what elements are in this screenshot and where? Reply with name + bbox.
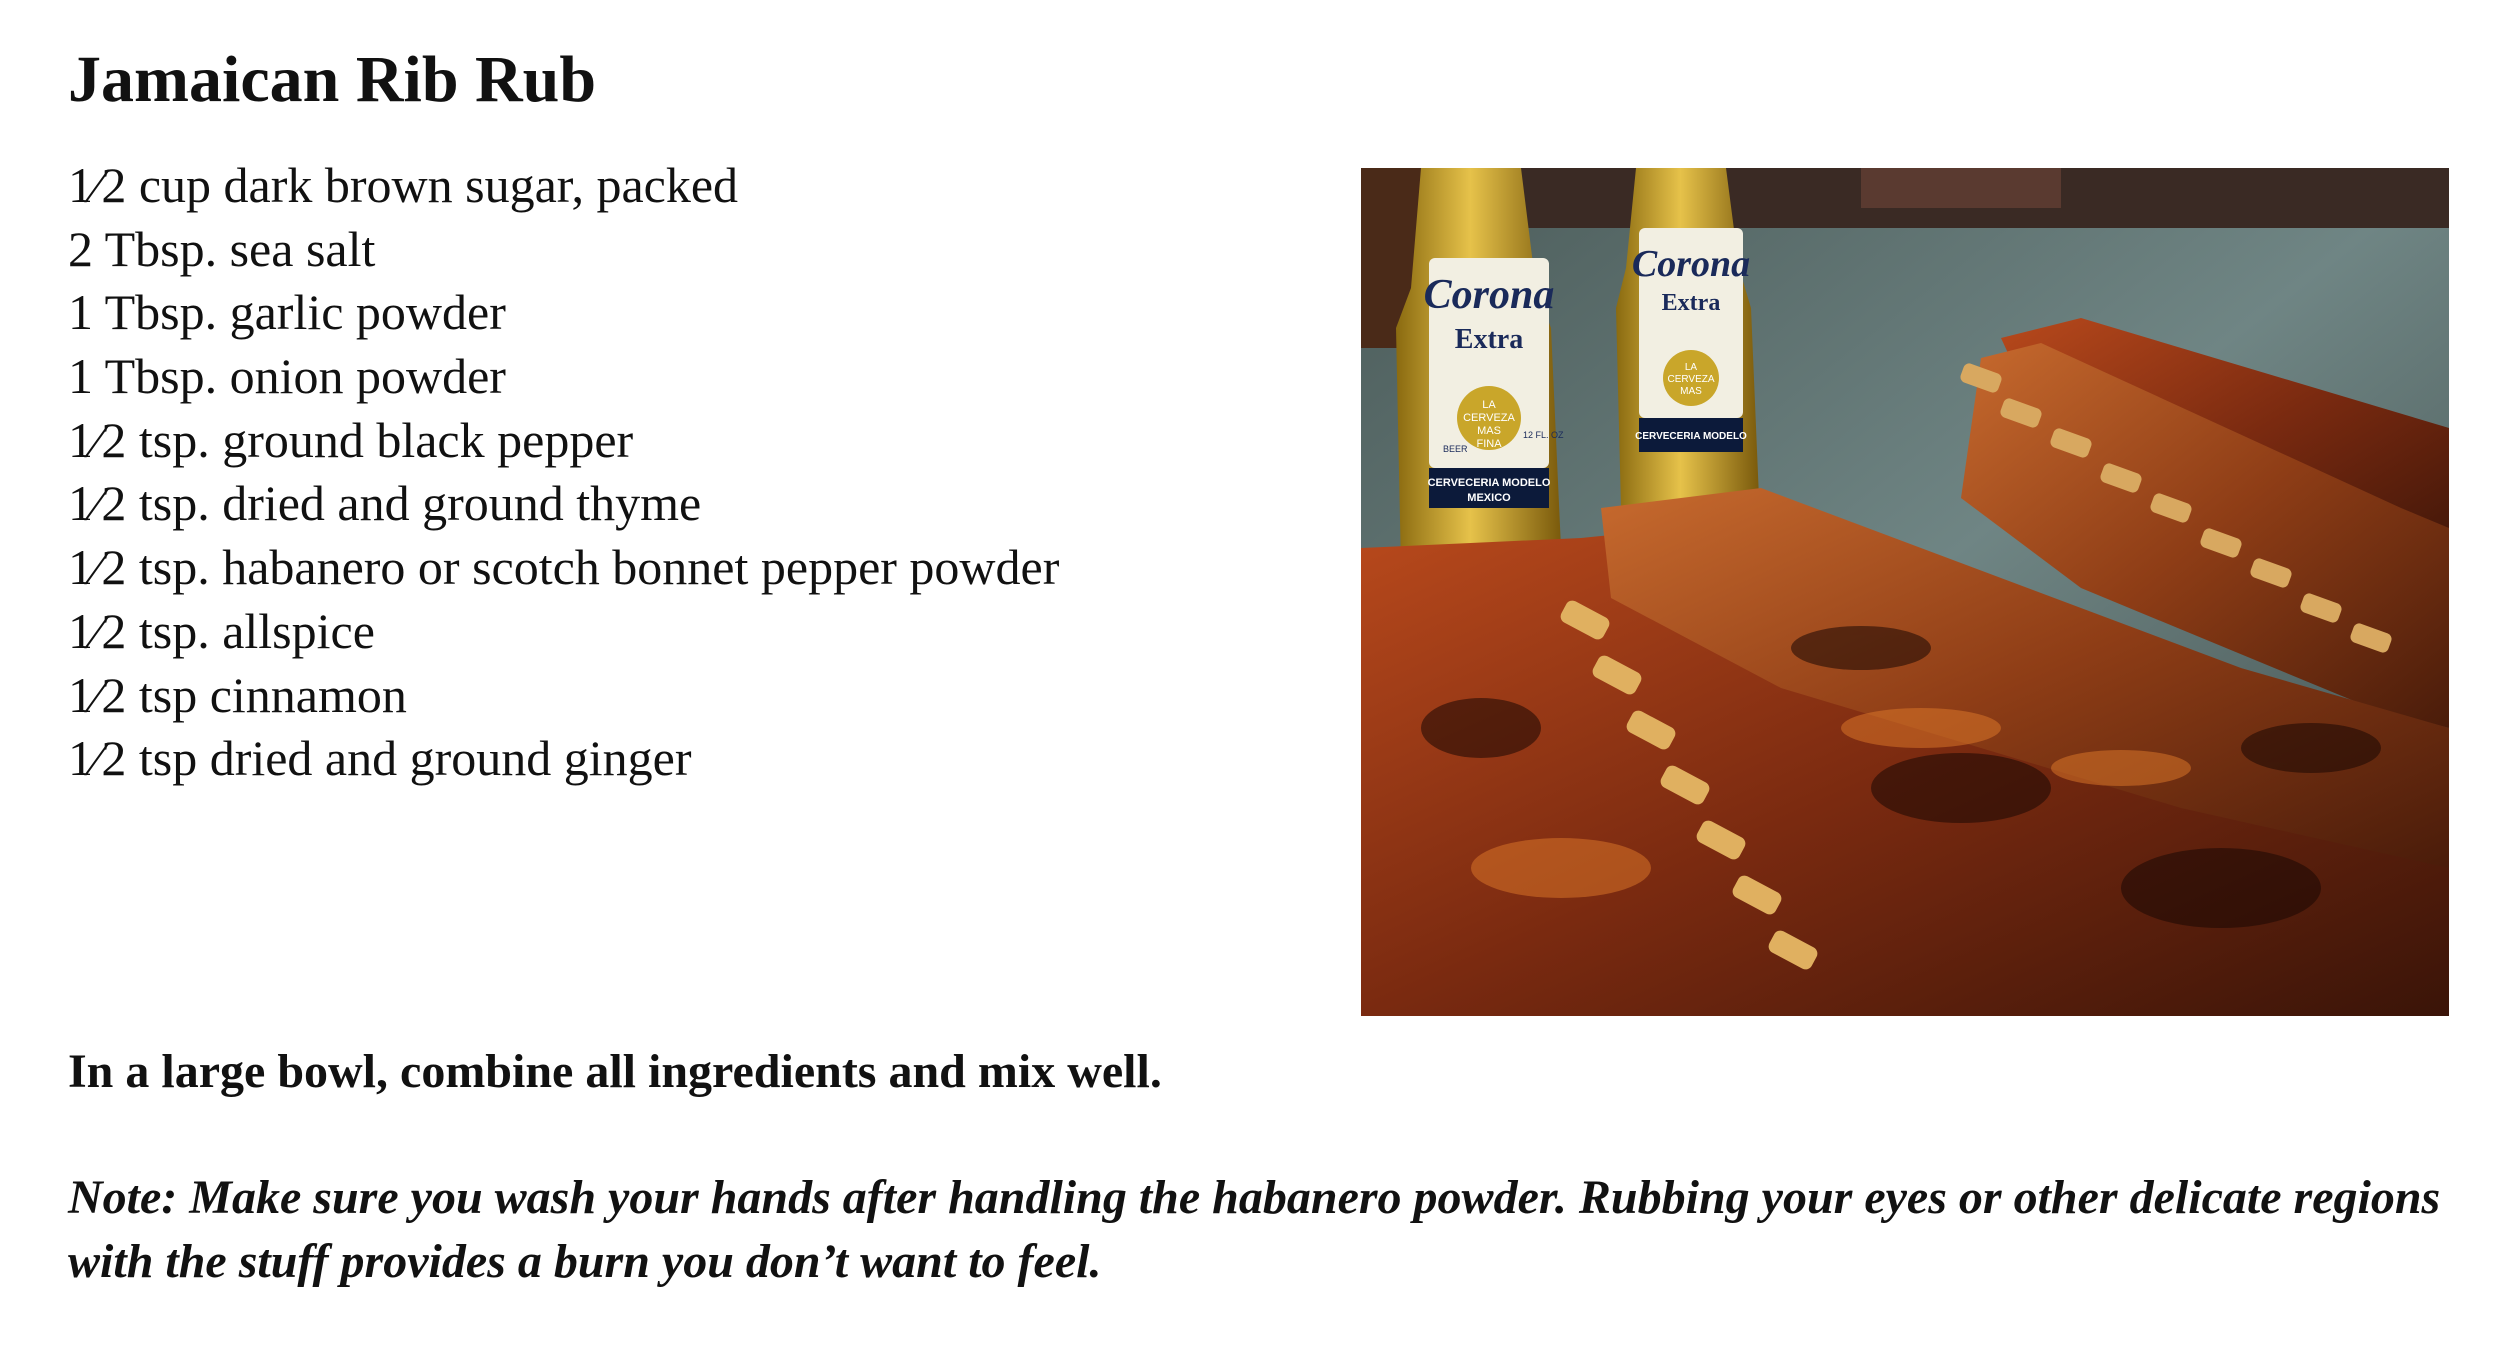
ribs-and-beer-illustration bbox=[1361, 168, 2449, 1016]
bottle-sub-text: Extra bbox=[1661, 290, 1721, 316]
seal-text: FINA bbox=[1476, 438, 1502, 450]
ingredient-item: 2 Tbsp. sea salt bbox=[68, 220, 376, 277]
ribs-photo bbox=[1361, 168, 2449, 1016]
seal-text: MAS bbox=[1477, 425, 1501, 437]
recipe-title: Jamaican Rib Rub bbox=[68, 43, 597, 116]
ingredient-item: 1⁄2 tsp. habanero or scotch bonnet pepper powder bbox=[68, 539, 1060, 596]
ingredient-item: 1⁄2 tsp cinnamon bbox=[68, 666, 407, 723]
maker-text: CERVECERIA MODELO bbox=[1427, 477, 1551, 489]
ingredient-item: 1⁄2 tsp. ground black pepper bbox=[68, 411, 634, 468]
ingredient-item: 1 Tbsp. garlic powder bbox=[68, 284, 506, 341]
instruction-text: In a large bowl, combine all ingredients and mix well. bbox=[68, 1045, 1162, 1098]
country-text: MEXICO bbox=[1467, 492, 1511, 504]
bottle-brand-text: Corona bbox=[1423, 272, 1555, 318]
volume-text: 12 FL. OZ bbox=[1523, 430, 1564, 440]
ingredient-item: 1⁄2 cup dark brown sugar, packed bbox=[68, 157, 739, 213]
seal-text: CERVEZA bbox=[1667, 374, 1715, 385]
bottle-brand-text: Corona bbox=[1631, 243, 1751, 285]
ingredient-item: 1⁄2 tsp. allspice bbox=[68, 602, 375, 659]
note-text: Note: Make sure you wash your hands after handling the habanero powder. Rubbing your eyes or other delicate regions with the stuff provides a burn you don’t want to feel. bbox=[68, 1171, 2441, 1288]
beer-text: BEER bbox=[1443, 444, 1468, 454]
ingredient-item: 1⁄2 tsp dried and ground ginger bbox=[68, 730, 692, 787]
maker-text: CERVECERIA MODELO bbox=[1635, 431, 1747, 442]
ingredient-item: 1⁄2 tsp. dried and ground thyme bbox=[68, 475, 702, 532]
seal-text: CERVEZA bbox=[1463, 412, 1515, 424]
ingredient-list bbox=[68, 154, 1059, 791]
seal-text: LA bbox=[1482, 399, 1496, 411]
seal-text: LA bbox=[1684, 362, 1698, 373]
seal-text: MAS bbox=[1680, 386, 1702, 397]
bottle-sub-text: Extra bbox=[1454, 324, 1524, 355]
ingredient-item: 1 Tbsp. onion powder bbox=[68, 348, 506, 405]
